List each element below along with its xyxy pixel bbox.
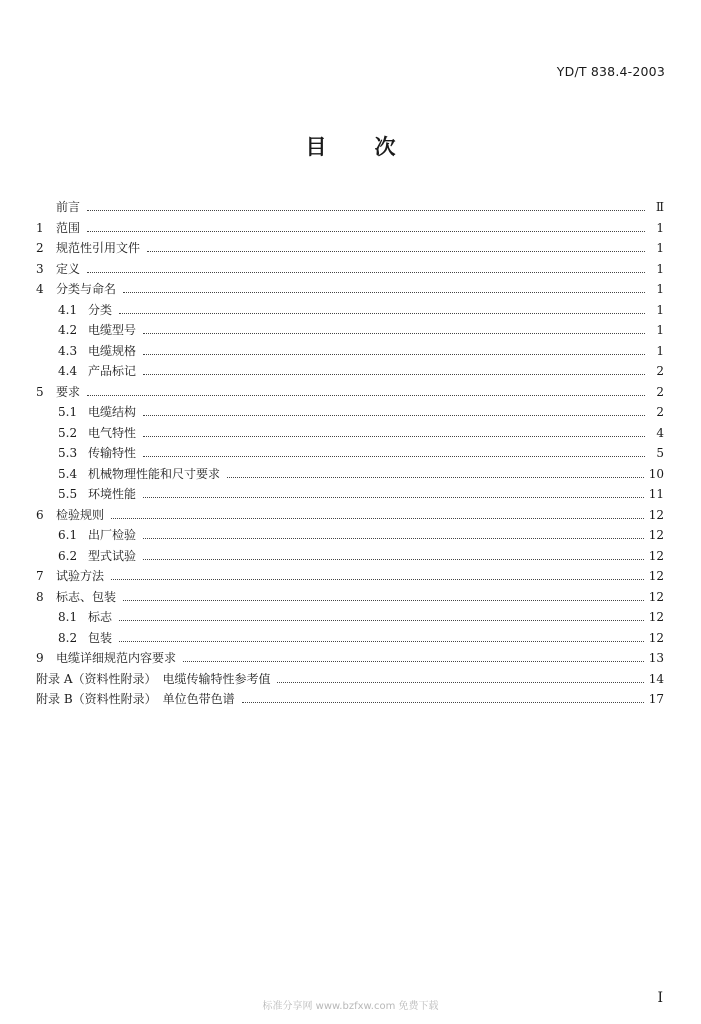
toc-entry[interactable] — [36, 607, 664, 628]
toc-entry-label: 标志、包装 — [56, 589, 117, 604]
page-number: I — [657, 990, 663, 1006]
toc-entry-number: 5.1 — [58, 405, 78, 420]
toc-entry-label: 标志 — [88, 610, 113, 625]
toc-entry[interactable] — [36, 443, 664, 464]
toc-leader-dots — [143, 332, 645, 334]
toc-leader-dots — [87, 209, 645, 211]
toc-entry-number: 4 — [36, 282, 44, 297]
toc-entry[interactable] — [36, 628, 664, 649]
toc-entry[interactable] — [36, 689, 664, 710]
toc-entry-page: 12 — [648, 548, 664, 563]
toc-entry-page: 12 — [648, 589, 664, 604]
toc-leader-dots — [123, 291, 645, 293]
toc-entry-label: 传输特性 — [88, 446, 137, 461]
toc-entry[interactable] — [36, 546, 664, 567]
toc-entry-page: 12 — [648, 610, 664, 625]
toc-entry-label: 试验方法 — [56, 569, 105, 584]
toc-leader-dots — [143, 455, 645, 457]
toc-entry-label: 机械物理性能和尺寸要求 — [88, 466, 221, 481]
toc-entry-number: 9 — [36, 651, 44, 666]
toc-entry-page: 5 — [656, 446, 664, 461]
toc-entry-number: 8 — [36, 589, 44, 604]
toc-entry[interactable] — [36, 279, 664, 300]
toc-entry[interactable] — [36, 566, 664, 587]
toc-entry-number: 5.5 — [58, 487, 78, 502]
toc-entry-label: 电缆详细规范内容要求 — [56, 651, 177, 666]
toc-entry-number: 8.2 — [58, 630, 78, 645]
toc-leader-dots — [87, 271, 645, 273]
toc-entry[interactable] — [36, 423, 664, 444]
toc-leader-dots — [119, 312, 645, 314]
toc-entry-page: 12 — [648, 630, 664, 645]
toc-entry[interactable] — [36, 218, 664, 239]
toc-entry-page: 2 — [656, 364, 664, 379]
toc-entry-page: 1 — [656, 261, 664, 276]
toc-entry-label: 分类与命名 — [56, 282, 117, 297]
toc-entry[interactable] — [36, 238, 664, 259]
toc-leader-dots — [87, 394, 645, 396]
toc-entry-label: 产品标记 — [88, 364, 137, 379]
table-of-contents — [36, 197, 664, 710]
toc-entry-label: 检验规则 — [56, 507, 105, 522]
toc-entry-page: 2 — [656, 384, 664, 399]
toc-entry-page: 1 — [656, 343, 664, 358]
toc-entry[interactable] — [36, 669, 664, 690]
toc-entry-label: 前言 — [56, 200, 81, 215]
toc-entry-page: 10 — [648, 466, 664, 481]
toc-entry-number: 1 — [36, 220, 44, 235]
toc-entry-number: 8.1 — [58, 610, 78, 625]
toc-leader-dots — [119, 619, 644, 621]
toc-entry-number: 6 — [36, 507, 44, 522]
toc-entry-page: 1 — [656, 220, 664, 235]
toc-entry-page: 4 — [656, 425, 664, 440]
toc-entry-label: 电气特性 — [88, 425, 137, 440]
toc-entry-page: 14 — [648, 671, 664, 686]
toc-entry-page: 12 — [648, 507, 664, 522]
toc-entry-label: 规范性引用文件 — [56, 241, 141, 256]
toc-entry-page: 1 — [656, 323, 664, 338]
toc-leader-dots — [143, 435, 645, 437]
toc-entry[interactable] — [36, 648, 664, 669]
toc-entry[interactable] — [36, 361, 664, 382]
toc-entry-page: 1 — [656, 241, 664, 256]
toc-entry-number: 5 — [36, 384, 44, 399]
toc-entry-label: 要求 — [56, 384, 81, 399]
toc-leader-dots — [242, 701, 644, 703]
toc-entry-label: 电缆规格 — [88, 343, 137, 358]
toc-entry-number: 4.1 — [58, 302, 78, 317]
toc-leader-dots — [143, 373, 645, 375]
toc-entry-page: 12 — [648, 528, 664, 543]
toc-entry-number: 3 — [36, 261, 44, 276]
toc-entry[interactable] — [36, 505, 664, 526]
toc-entry[interactable] — [36, 484, 664, 505]
toc-leader-dots — [119, 640, 644, 642]
toc-entry-number: 4.2 — [58, 323, 78, 338]
toc-entry-page: 13 — [648, 651, 664, 666]
toc-entry[interactable] — [36, 525, 664, 546]
toc-entry-label: 出厂检验 — [88, 528, 137, 543]
toc-entry-page: 12 — [648, 569, 664, 584]
toc-entry-page: 1 — [656, 302, 664, 317]
toc-entry[interactable] — [36, 587, 664, 608]
toc-leader-dots — [143, 537, 644, 539]
toc-entry[interactable] — [36, 300, 664, 321]
toc-entry-label: 电缆结构 — [88, 405, 137, 420]
toc-entry-number: 7 — [36, 569, 44, 584]
toc-leader-dots — [143, 414, 645, 416]
watermark: 标准分享网 www.bzfxw.com 免费下载 — [262, 1001, 439, 1012]
toc-leader-dots — [147, 250, 645, 252]
toc-entry-label: 范围 — [56, 220, 81, 235]
toc-entry-number: 6.1 — [58, 528, 78, 543]
toc-entry[interactable] — [36, 382, 664, 403]
toc-entry-number: 4.3 — [58, 343, 78, 358]
toc-entry[interactable] — [36, 320, 664, 341]
toc-leader-dots — [143, 353, 645, 355]
toc-leader-dots — [143, 558, 644, 560]
toc-entry-label: 包装 — [88, 630, 113, 645]
toc-entry[interactable] — [36, 341, 664, 362]
toc-entry-page: 17 — [648, 692, 664, 707]
toc-entry-label: 电缆型号 — [88, 323, 137, 338]
toc-title-char-2: 次 — [374, 135, 396, 159]
toc-entry-number: 6.2 — [58, 548, 78, 563]
toc-entry-label: 环境性能 — [88, 487, 137, 502]
toc-entry[interactable] — [36, 402, 664, 423]
toc-entry-label: 附录 B（资料性附录） 单位色带色谱 — [36, 692, 235, 707]
toc-leader-dots — [227, 476, 644, 478]
toc-entry-page: 2 — [656, 405, 664, 420]
toc-leader-dots — [87, 230, 645, 232]
toc-entry-number: 4.4 — [58, 364, 78, 379]
toc-entry-number: 5.4 — [58, 466, 78, 481]
toc-leader-dots — [183, 660, 644, 662]
toc-entry[interactable] — [36, 464, 664, 485]
toc-entry-label: 分类 — [88, 302, 113, 317]
toc-entry-number: 2 — [36, 241, 44, 256]
toc-entry-page: 11 — [648, 487, 664, 502]
toc-leader-dots — [111, 578, 644, 580]
toc-entry-label: 型式试验 — [88, 548, 137, 563]
toc-leader-dots — [111, 517, 644, 519]
toc-leader-dots — [277, 681, 643, 683]
toc-entry-number: 5.3 — [58, 446, 78, 461]
toc-leader-dots — [123, 599, 644, 601]
toc-entry-label: 附录 A（资料性附录） 电缆传输特性参考值 — [36, 671, 271, 686]
toc-entry[interactable] — [36, 259, 664, 280]
toc-entry[interactable] — [36, 197, 664, 218]
toc-entry-number: 5.2 — [58, 425, 78, 440]
toc-entry-page: Ⅱ — [655, 200, 664, 215]
document-code: YD/T 838.4-2003 — [556, 64, 665, 79]
toc-entry-page: 1 — [656, 282, 664, 297]
toc-entry-label: 定义 — [56, 261, 81, 276]
toc-leader-dots — [143, 496, 644, 498]
toc-title — [0, 131, 701, 161]
toc-title-char-1: 目 — [305, 135, 327, 159]
